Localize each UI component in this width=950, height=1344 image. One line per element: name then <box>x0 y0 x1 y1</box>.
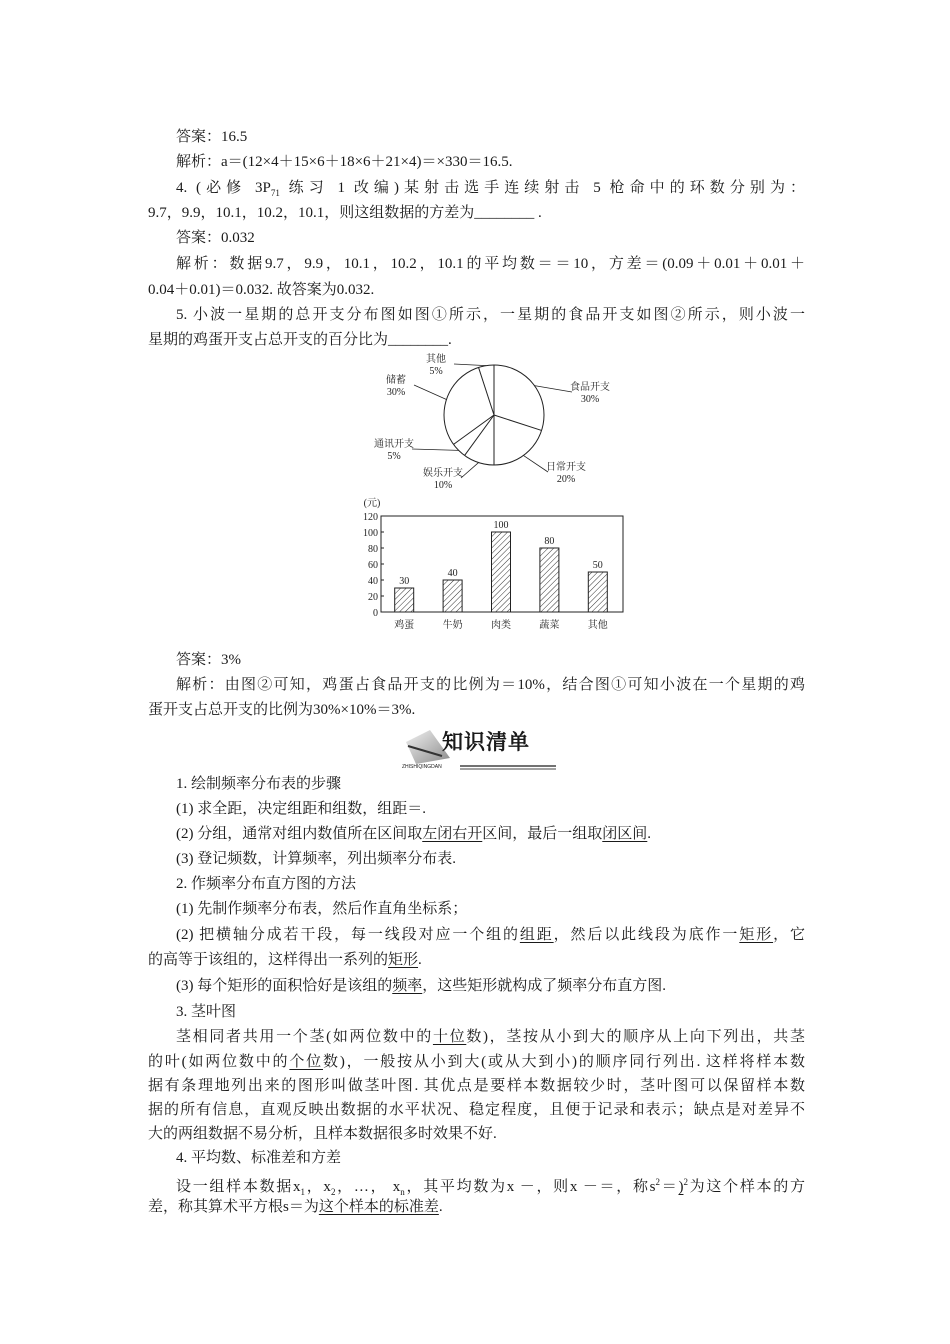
expense-pie-chart <box>340 340 640 500</box>
pie-leader-line <box>523 455 548 472</box>
y-tick-label: 80 <box>368 544 378 555</box>
x-category-label: 肉类 <box>491 620 511 631</box>
bar-value-label: 100 <box>493 520 509 531</box>
text-segment: ，…， x <box>335 1179 401 1195</box>
banner-subtitle: ZHISHIQINGDAN <box>402 764 442 770</box>
text-segment: 解析：数据9.7，9.9，10.1，10.2，10.1的平均数＝＝10，方差＝(0.09＋0.01＋0.01＋ <box>176 256 805 272</box>
text-segment: 茎相同者共用一个茎(如两位数中的 <box>176 1029 433 1045</box>
x-category-label: 鸡蛋 <box>394 620 415 631</box>
text-line <box>148 1124 497 1144</box>
y-tick-label: 120 <box>363 512 378 523</box>
text-line <box>176 874 356 894</box>
text-segment: 1 <box>300 1187 305 1197</box>
y-tick-label: 100 <box>363 528 378 539</box>
text-segment: 区间，最后一组取 <box>482 826 603 842</box>
pie-slice-percent: 20% <box>556 474 576 485</box>
text-segment: 答案：16.5 <box>176 129 248 145</box>
pie-slice-label: 日常开支 <box>546 462 586 473</box>
bar-value-label: 50 <box>592 560 603 571</box>
text-segment: 1. 绘制频率分布表的步骤 <box>176 776 342 792</box>
bar <box>588 572 607 612</box>
text-line <box>176 675 805 695</box>
text-segment: 答案：3% <box>176 652 241 668</box>
x-category-label: 其他 <box>587 620 608 631</box>
pie-leader-line <box>414 385 446 400</box>
text-segment: 3. 茎叶图 <box>176 1004 237 1020</box>
text-segment: 差，称其算术平方根s＝为 <box>148 1199 319 1215</box>
text-line <box>176 178 805 203</box>
bar-value-label: 30 <box>399 576 410 587</box>
fill-in-answer: 频率 <box>392 978 423 994</box>
text-segment: ，它 <box>773 927 805 943</box>
y-axis-label: (元) <box>363 498 381 509</box>
pie-slice-label: 储蓄 <box>386 375 406 386</box>
text-segment: 2. 作频率分布直方图的方法 <box>176 876 357 892</box>
text-segment: 2 <box>330 1187 336 1197</box>
section-banner <box>400 728 560 774</box>
text-line <box>148 203 542 223</box>
text-segment: ＝ <box>660 1179 679 1195</box>
text-segment: 9.7，9.9，10.1，10.2，10.1，则这组数据的方差为________ . <box>148 205 542 221</box>
pie-leader-line <box>412 449 459 450</box>
text-line <box>148 950 422 970</box>
text-line <box>176 824 651 844</box>
text-segment: . <box>647 826 652 842</box>
text-segment: ，其平均数为x －，则x －＝，称s <box>404 1179 656 1195</box>
text-segment: 练习 1 改编)某射击选手连续射击 5 枪命中的环数分别为： <box>279 180 805 196</box>
fill-in-answer: ) <box>678 1179 684 1195</box>
y-tick-label: 0 <box>373 608 378 619</box>
fill-in-answer: 个位 <box>289 1054 323 1070</box>
fill-in-answer: 矩形 <box>388 952 419 968</box>
text-line <box>148 1197 443 1217</box>
text-segment: 4. 平均数、标准差和方差 <box>176 1150 342 1166</box>
pie-slice-percent: 30% <box>386 387 406 398</box>
bar <box>492 532 511 612</box>
text-line <box>176 305 805 325</box>
text-line <box>148 280 374 300</box>
text-segment: 为这个样本的方 <box>687 1179 805 1195</box>
y-tick-label: 60 <box>368 560 378 571</box>
text-line <box>176 127 247 147</box>
pie-slice-label: 娱乐开支 <box>423 468 463 479</box>
text-line <box>176 925 805 945</box>
text-segment: 71 <box>270 188 280 198</box>
pie-slice-percent: 5% <box>429 366 443 377</box>
fill-in-answer: 左闭右开 <box>422 826 483 842</box>
pie-slice-percent: 5% <box>387 451 401 462</box>
text-segment: 4. (必修 3P <box>176 180 271 196</box>
text-segment: 设一组样本数据x <box>176 1179 301 1195</box>
text-segment: 2 <box>683 1177 688 1187</box>
bar-value-label: 80 <box>544 536 555 547</box>
text-segment: 2 <box>655 1177 661 1187</box>
text-segment: n <box>400 1187 405 1197</box>
text-line <box>176 650 241 670</box>
bar <box>395 588 414 612</box>
bar <box>540 548 559 612</box>
text-line <box>176 1027 805 1047</box>
text-segment: 答案：0.032 <box>176 230 255 246</box>
y-tick-label: 20 <box>368 592 378 603</box>
text-segment: 星期的鸡蛋开支占总开支的百分比为________. <box>148 332 452 348</box>
x-category-label: 蔬菜 <box>539 620 560 631</box>
fill-in-answer: 这个样本的标准差 <box>318 1199 439 1215</box>
food-expense-bar-chart <box>340 490 640 640</box>
text-segment: 大的两组数据不易分析，且样本数据很多时效果不好. <box>148 1126 497 1142</box>
text-line <box>176 849 456 869</box>
y-tick-label: 40 <box>368 576 378 587</box>
x-category-label: 牛奶 <box>442 620 463 631</box>
text-line <box>176 799 426 819</box>
pie-leader-line <box>454 364 486 366</box>
text-line <box>176 899 467 919</box>
text-segment: ，然后以此线段为底作一 <box>553 927 740 943</box>
pie-slice-percent: 30% <box>580 394 600 405</box>
text-segment: 解析：a＝(12×4＋15×6＋18×6＋21×4)＝×330＝16.5. <box>176 154 513 170</box>
text-segment: ，这些矩形就构成了频率分布直方图. <box>422 978 667 994</box>
text-segment: 据有条理地列出来的图形叫做茎叶图. 其优点是要样本数据较少时，茎叶图可以保留样本数 <box>148 1078 805 1094</box>
text-line <box>176 976 666 996</box>
text-segment: ，x <box>305 1179 331 1195</box>
text-segment: (3) 登记频数，计算频率，列出频率分布表. <box>176 851 456 867</box>
text-segment: (3) 每个矩形的面积恰好是该组的 <box>176 978 393 994</box>
text-segment: 解析：由图②可知，鸡蛋占食品开支的比例为＝10%，结合图①可知小波在一个星期的鸡 <box>176 677 805 693</box>
text-line <box>176 1002 236 1022</box>
text-line <box>148 1076 805 1096</box>
text-segment: . <box>438 1199 443 1215</box>
text-segment: 蛋开支占总开支的比例为30%×10%＝3%. <box>148 702 416 718</box>
fill-in-answer: 十位 <box>432 1029 467 1045</box>
text-line <box>176 228 255 248</box>
text-segment: 5. 小波一星期的总开支分布图如图①所示，一星期的食品开支如图②所示，则小波一 <box>176 307 805 323</box>
text-line <box>148 1100 805 1120</box>
pie-leader-line <box>534 386 572 392</box>
text-segment: 0.04＋0.01)＝0.032. 故答案为0.032. <box>148 282 375 298</box>
text-line <box>176 774 341 794</box>
fill-in-answer: 闭区间 <box>602 826 648 842</box>
text-line <box>148 1052 805 1072</box>
text-segment: 的叶(如两位数中的 <box>148 1054 290 1070</box>
fill-in-answer: 组距 <box>519 927 554 943</box>
fill-in-answer: 矩形 <box>739 927 774 943</box>
text-segment: . <box>418 952 422 968</box>
text-segment: 的高等于该组的，这样得出一系列的 <box>148 952 389 968</box>
text-line <box>148 700 415 720</box>
pie-slice-label: 食品开支 <box>570 382 610 393</box>
banner-title: 知识清单 <box>442 730 530 754</box>
text-segment: 据的所有信息，直观反映出数据的水平状况、稳定程度，且便于记录和表示；缺点是对差异不 <box>148 1102 805 1118</box>
pie-slice-label: 其他 <box>426 354 446 365</box>
text-segment: (2) 分组，通常对组内数值所在区间取 <box>176 826 423 842</box>
text-segment: (1) 求全距，决定组距和组数，组距＝. <box>176 801 426 817</box>
text-segment: 数)，茎按从小到大的顺序从上向下列出，共茎 <box>466 1029 805 1045</box>
text-line <box>176 254 805 274</box>
pie-slice-label: 通讯开支 <box>374 439 414 450</box>
bar <box>443 580 462 612</box>
text-segment: (2) 把横轴分成若干段，每一线段对应一个组的 <box>176 927 520 943</box>
text-line <box>176 152 512 172</box>
text-line <box>176 1148 341 1168</box>
pie-slice-percent: 10% <box>433 480 453 491</box>
text-segment: (1) 先制作频率分布表，然后作直角坐标系； <box>176 901 468 917</box>
bar-value-label: 40 <box>447 568 458 579</box>
pie-leader-line <box>461 463 479 478</box>
text-segment: 数)，一般按从小到大(或从大到小)的顺序同行列出. 这样将样本数 <box>323 1054 805 1070</box>
